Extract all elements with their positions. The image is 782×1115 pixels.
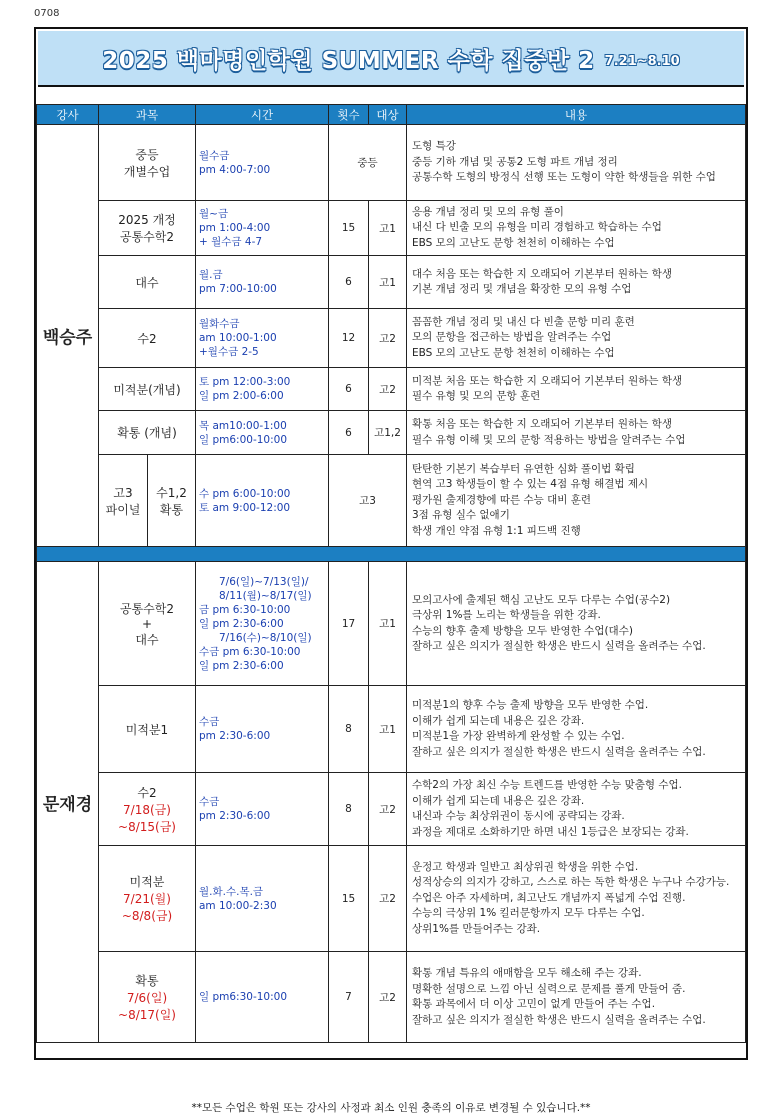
content-cell: 확통 개념 특유의 애매함을 모두 해소해 주는 강좌. 명확한 설명으로 느낌 아닌 실력으로 문제를 풀게 만들어 줌. 확통 과목에서 더 이상 고민이 없게 만들어 주는 수업. 잘하고 싶은 의지가 절실한 학생은 반드시 실력을 올려주는 수업.: [407, 952, 746, 1043]
count-cell: 12: [329, 309, 369, 368]
table-row: [37, 686, 746, 773]
table-row: [37, 562, 746, 686]
table-row: [37, 773, 746, 846]
table-row: [37, 256, 746, 309]
content-cell: 응용 개념 정리 및 모의 유형 풀이 내신 다 빈출 모의 유형을 미리 경험하고 학습하는 수업 EBS 모의 고난도 문항 천천히 이해하는 수업: [407, 201, 746, 256]
footer-notice: **모든 수업은 학원 또는 강사의 사정과 최소 인원 충족의 이유로 변경될 수 있습니다.**: [191, 1102, 591, 1114]
count-cell: 15: [329, 201, 369, 256]
target-cell: 고1,2: [369, 411, 407, 455]
content-cell: 모의고사에 출제된 핵심 고난도 모두 다루는 수업(공수2) 극상위 1%를 노리는 학생들을 위한 강좌. 수능의 향후 출제 방향을 모두 반영한 수업(대수) 잘하고 싶은 의지가 절실한 학생은 반드시 실력을 올려주는 수업.: [407, 562, 746, 686]
count-cell: 15: [329, 846, 369, 952]
subject-cell: 공통수학2 + 대수: [99, 562, 196, 686]
subject-cell: 미적분 7/21(월) ~8/8(금): [99, 846, 196, 952]
content-cell: 미적분1의 향후 수능 출제 방향을 모두 반영한 수업. 이해가 쉽게 되는데 내용은 깊은 강좌. 미적분1을 가장 완벽하게 완성할 수 있는 수업. 잘하고 싶은 의지가 절실한 학생은 반드시 실력을 올려주는 수업.: [407, 686, 746, 773]
table-row: [37, 455, 746, 547]
table-row: [37, 309, 746, 368]
header-time: 시간: [196, 105, 329, 125]
content-cell: 운정고 학생과 일반고 최상위권 학생을 위한 수업. 성적상승의 의지가 강하고, 스스로 하는 독한 학생은 누구나 수강가능. 수업은 아주 자세하며, 최고난도 개념까지 폭넓게 수업 진행. 수능의 극상위 1% 킬러문항까지 모두 다루는 수업. 상위1%를 만들어주는 강좌.: [407, 846, 746, 952]
count-cell: 17: [329, 562, 369, 686]
count-cell: 8: [329, 773, 369, 846]
time-cell: 월수금 pm 4:00-7:00: [196, 125, 329, 201]
content-cell: 수학2의 가장 최신 수능 트렌드를 반영한 수능 맞춤형 수업. 이해가 쉽게 되는데 내용은 깊은 강좌. 내신과 수능 최상위권이 동시에 공략되는 강좌. 과정을 제대로 소화하기만 하면 내신 1등급은 보장되는 강좌.: [407, 773, 746, 846]
subject-cell-left: 고3 파이널: [99, 455, 148, 547]
table-row: [37, 846, 746, 952]
header-target: 대상: [369, 105, 407, 125]
schedule-frame: [34, 27, 748, 1060]
time-cell: 토 pm 12:00-3:00 일 pm 2:00-6:00: [196, 368, 329, 411]
subject-cell: 수2 7/18(금) ~8/15(금): [99, 773, 196, 846]
target-cell: 고2: [369, 773, 407, 846]
table-row: [37, 201, 746, 256]
table-row: [37, 125, 746, 201]
target-cell: 고1: [369, 562, 407, 686]
content-cell: 확통 처음 또는 학습한 지 오래되어 기본부터 원하는 학생 필수 유형 이해 및 모의 문항 적용하는 방법을 알려주는 수업: [407, 411, 746, 455]
header-subject: 과목: [99, 105, 196, 125]
count-cell: 8: [329, 686, 369, 773]
target-cell: 고2: [369, 952, 407, 1043]
target-cell: 고3: [329, 455, 407, 547]
time-cell: 월.금 pm 7:00-10:00: [196, 256, 329, 309]
target-cell: 고2: [369, 309, 407, 368]
teacher-name: 백승주: [37, 125, 99, 547]
time-cell: 월.화.수.목.금 am 10:00-2:30: [196, 846, 329, 952]
document-code: 0708: [34, 8, 60, 19]
target-cell: 고1: [369, 686, 407, 773]
count-cell: 6: [329, 411, 369, 455]
content-cell: 미적분 처음 또는 학습한 지 오래되어 기본부터 원하는 학생 필수 유형 및 모의 문항 훈련: [407, 368, 746, 411]
target-cell: 고1: [369, 201, 407, 256]
time-cell: 목 am10:00-1:00 일 pm6:00-10:00: [196, 411, 329, 455]
subject-cell: 확통 (개념): [99, 411, 196, 455]
content-cell: 대수 처음 또는 학습한 지 오래되어 기본부터 원하는 학생 기본 개념 정리 및 개념을 확장한 모의 유형 수업: [407, 256, 746, 309]
header-teacher: 강사: [37, 105, 99, 125]
content-cell: 탄탄한 기본기 복습부터 유연한 심화 풀이법 확립 현역 고3 학생들이 할 수 있는 4점 유형 해결법 제시 평가원 출제경향에 따른 수능 대비 훈련 3점 유형 실수 없애기 학생 개인 약점 유형 1:1 피드백 진행: [407, 455, 746, 547]
header-content: 내용: [407, 105, 746, 125]
time-cell: 일 pm6:30-10:00: [196, 952, 329, 1043]
subject-cell: 확통 7/6(일) ~8/17(일): [99, 952, 196, 1043]
subject-cell: 미적분1: [99, 686, 196, 773]
header-row: [37, 105, 746, 125]
subject-cell: 중등 개별수업: [99, 125, 196, 201]
target-cell: 고1: [369, 256, 407, 309]
schedule-table: [36, 104, 746, 1043]
count-cell: 6: [329, 368, 369, 411]
subject-cell: 수2: [99, 309, 196, 368]
target-cell: 고2: [369, 846, 407, 952]
title-banner: [38, 31, 744, 87]
table-row: [37, 952, 746, 1043]
table-row: [37, 411, 746, 455]
subject-cell: 미적분(개념): [99, 368, 196, 411]
time-cell: 수 pm 6:00-10:00 토 am 9:00-12:00: [196, 455, 329, 547]
time-cell: 월~금 pm 1:00-4:00 + 월수금 4-7: [196, 201, 329, 256]
table-row: [37, 368, 746, 411]
count-cell: 6: [329, 256, 369, 309]
target-cell: 고2: [369, 368, 407, 411]
section-divider: [37, 547, 746, 562]
content-cell: 도형 특강 중등 기하 개념 및 공통2 도형 파트 개념 정리 공통수학 도형의 방정식 선행 또는 도형이 약한 학생들을 위한 수업: [407, 125, 746, 201]
subject-cell-right: 수1,2 확통: [148, 455, 196, 547]
target-cell: 중등: [329, 125, 407, 201]
time-cell: 7/6(일)~7/13(일)/ 8/11(월)~8/17(일) 금 pm 6:30-10:00 일 pm 2:30-6:00 7/16(수)~8/10(일) 수금 pm 6:30-10:00 일 pm 2:30-6:00: [196, 562, 329, 686]
header-count: 횟수: [329, 105, 369, 125]
teacher-name: 문재경: [37, 562, 99, 1043]
subject-cell: 대수: [99, 256, 196, 309]
page-title: 2025 백마명인학원 SUMMER 수학 집중반 2: [102, 47, 595, 74]
count-cell: 7: [329, 952, 369, 1043]
time-cell: 월화수금 am 10:00-1:00 +월수금 2-5: [196, 309, 329, 368]
time-cell: 수금 pm 2:30-6:00: [196, 773, 329, 846]
subject-cell: 2025 개정 공통수학2: [99, 201, 196, 256]
time-cell: 수금 pm 2:30-6:00: [196, 686, 329, 773]
title-dates: 7.21~8.10: [604, 53, 680, 69]
content-cell: 꼼꼼한 개념 정리 및 내신 다 빈출 문항 미리 훈련 모의 문항을 접근하는 방법을 알려주는 수업 EBS 모의 고난도 문항 천천히 이해하는 수업: [407, 309, 746, 368]
